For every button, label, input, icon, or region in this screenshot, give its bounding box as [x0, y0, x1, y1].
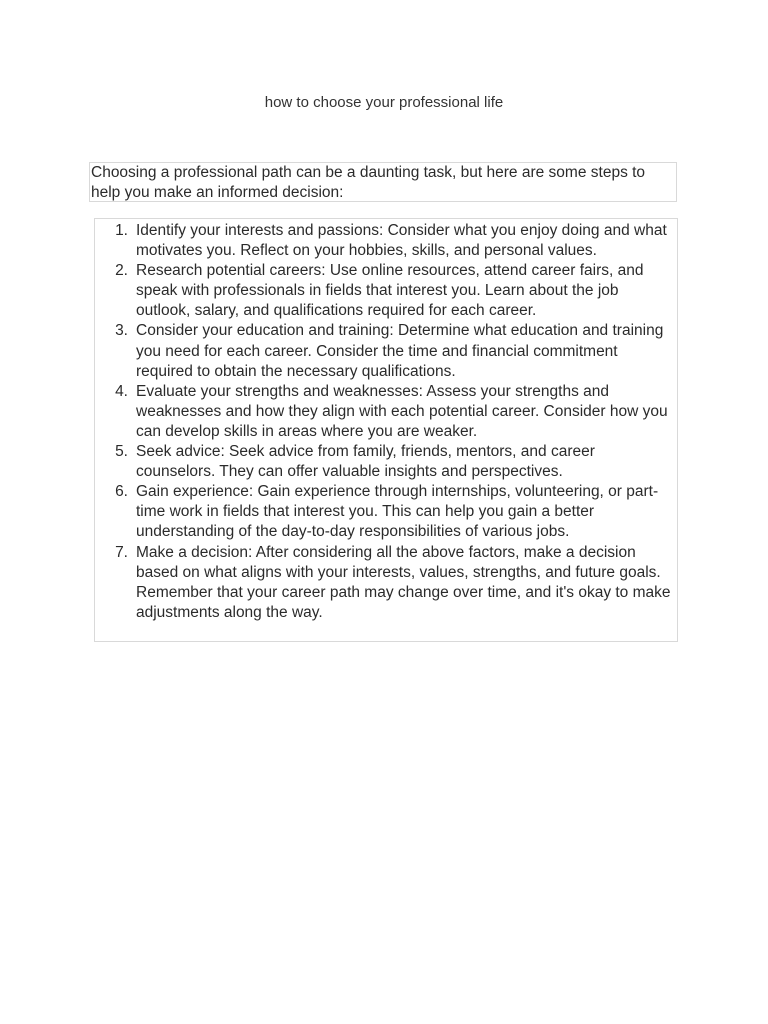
step-number: 3.	[115, 322, 128, 340]
step-text: Make a decision: After considering all the above factors, make a decision based on what aligns with your interests, values, strengths, and future goals. Remember that your career path may change over time, and it's okay to make adjustments along the way.	[136, 543, 671, 621]
list-item	[95, 482, 677, 542]
list-item	[95, 382, 677, 442]
step-text: Consider your education and training: Determine what education and training you need for each career. Consider the time and financial commitment required to obtain the necessary qualifications.	[136, 322, 664, 380]
step-text: Seek advice: Seek advice from family, friends, mentors, and career counselors. They can offer valuable insights and perspectives.	[136, 443, 595, 481]
step-number: 1.	[115, 222, 128, 239]
step-number: 7.	[115, 543, 128, 561]
step-text: Evaluate your strengths and weaknesses: Assess your strengths and weaknesses and how they align with each potential career. Consider how you can develop skills in areas where you are weaker.	[136, 382, 668, 440]
steps-container	[94, 218, 678, 642]
intro-paragraph: Choosing a professional path can be a daunting task, but here are some steps to help you make an informed decision:	[89, 162, 677, 202]
list-item	[95, 442, 677, 482]
list-item	[95, 321, 677, 381]
step-number: 4.	[115, 382, 128, 400]
step-number: 5.	[115, 443, 128, 461]
list-item	[95, 221, 677, 261]
step-text: Identify your interests and passions: Consider what you enjoy doing and what motivates you. Reflect on your hobbies, skills, and personal values.	[136, 222, 667, 260]
page-title: how to choose your professional life	[264, 94, 504, 111]
step-number: 6.	[115, 483, 128, 501]
step-text: Gain experience: Gain experience through internships, volunteering, or part-time work in fields that interest you. This can help you gain a better understanding of the day-to-day responsibilities of various jobs.	[136, 483, 659, 541]
list-item	[95, 543, 677, 623]
steps-list	[95, 221, 677, 623]
step-number: 2.	[115, 262, 128, 280]
step-text: Research potential careers: Use online resources, attend career fairs, and speak with professionals in fields that interest you. Learn about the job outlook, salary, and qualifications required for each career.	[136, 262, 644, 320]
list-item	[95, 261, 677, 321]
